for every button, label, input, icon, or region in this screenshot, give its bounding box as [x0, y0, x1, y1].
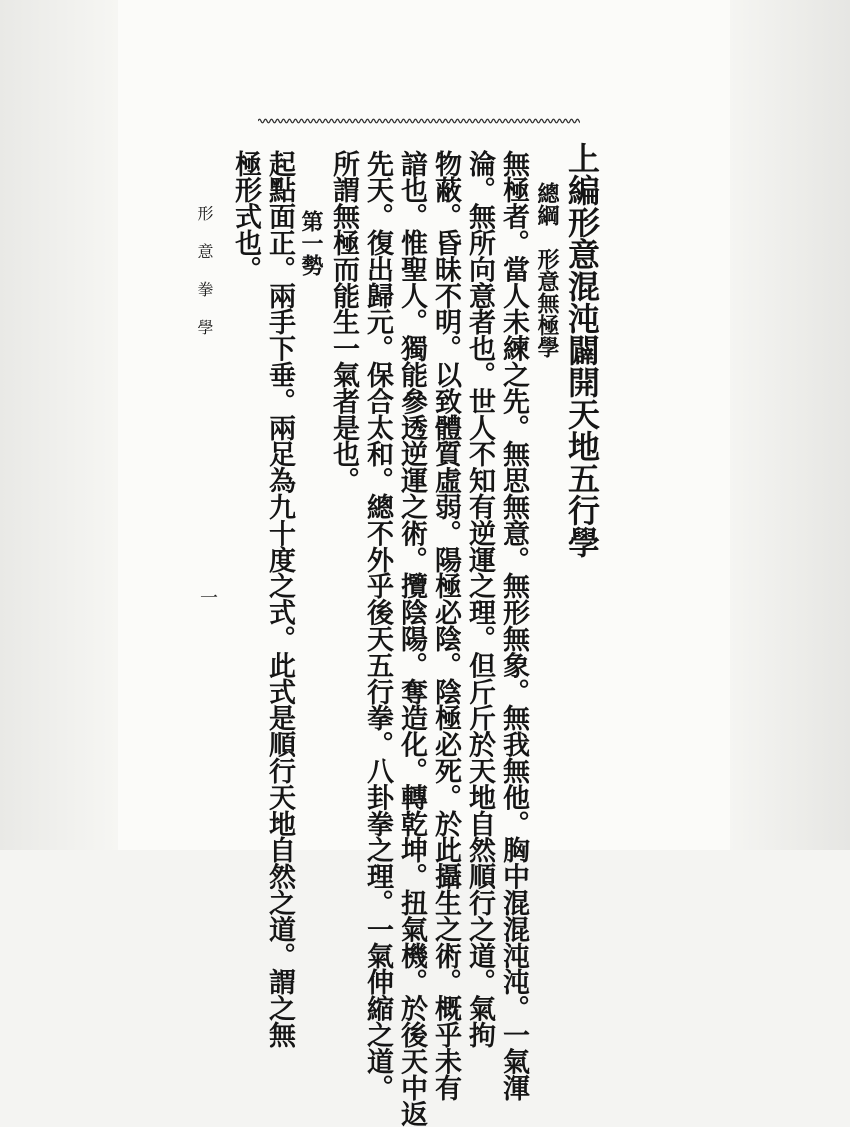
body-line: 淪。無所向意者也。世人不知有逆運之理。但斤斤於天地自然順行之道。氣拘 — [464, 150, 495, 1048]
page-gutter-right — [730, 0, 850, 850]
posture-line: 極形式也。 — [230, 150, 261, 283]
page-gutter-left — [0, 0, 118, 850]
section-heading: 總綱 形意無極學 — [534, 182, 560, 358]
body-line: 諳也。惟聖人。獨能參透逆運之術。攬陰陽。奪造化。轉乾坤。扭氣機。於後天中返 — [396, 150, 427, 1127]
posture-heading: 第一勢 — [298, 210, 324, 276]
wavy-rule — [258, 116, 580, 126]
body-line: 無極者。當人未練之先。無思無意。無形無象。無我無他。胸中混混沌沌。一氣渾 — [498, 150, 529, 1101]
page-number: 一 — [197, 588, 218, 606]
body-line: 所謂無極而能生一氣者是也。 — [328, 150, 359, 494]
posture-line: 起點面正。兩手下垂。兩足為九十度之式。此式是順行天地自然之道。謂之無 — [264, 150, 295, 1048]
body-line: 物蔽。昏昧不明。以致體質虛弱。陽極必陰。陰極必死。於此攝生之術。概乎未有 — [430, 150, 461, 1101]
running-title: 形意拳學 — [195, 205, 214, 357]
chapter-title: 上編形意混沌闢開天地五行學 — [563, 142, 601, 558]
body-line: 先天。復出歸元。保合太和。總不外乎後天五行拳。八卦拳之理。一氣伸縮之道。 — [362, 150, 393, 1101]
